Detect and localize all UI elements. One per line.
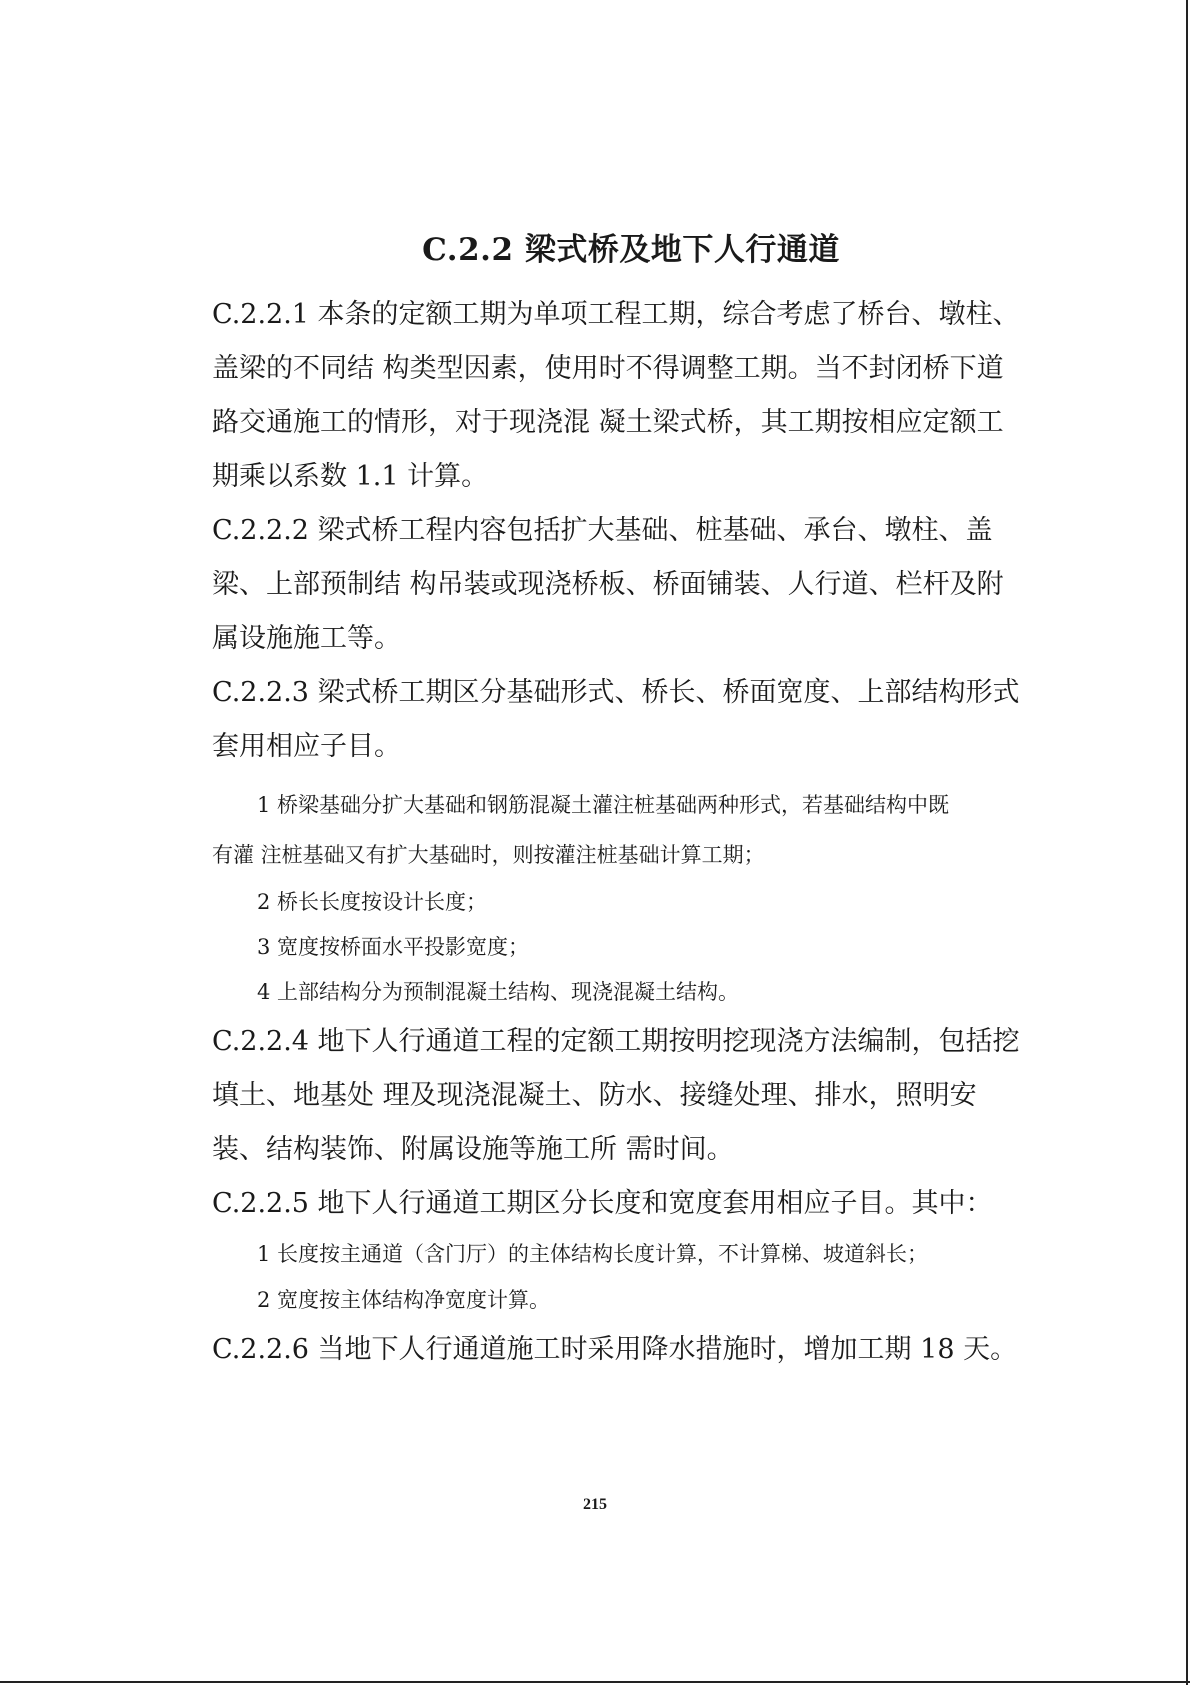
clause-c-2-2-5-items bbox=[212, 1231, 1050, 1323]
section-title: C.2.2 梁式桥及地下人行通道 bbox=[422, 232, 840, 268]
clause-line: 盖梁的不同结 构类型因素，使用时不得调整工期。当不封闭桥下道 bbox=[212, 353, 1004, 384]
clause-line: C.2.2.5 地下人行通道工期区分长度和宽度套用相应子目。其中： bbox=[212, 1188, 993, 1219]
clause-line: C.2.2.2 梁式桥工程内容包括扩大基础、桩基础、承台、墩柱、盖 bbox=[212, 515, 993, 546]
clause-c-2-2-2 bbox=[212, 504, 1050, 666]
list-item: 2 桥长长度按设计长度； bbox=[257, 890, 488, 914]
list-item: 1 长度按主通道（含门厅）的主体结构长度计算，不计算梯、坡道斜长； bbox=[257, 1242, 929, 1266]
page-border-bottom bbox=[0, 1681, 1190, 1683]
clause-line: 套用相应子目。 bbox=[212, 731, 401, 762]
clause-line: C.2.2.6 当地下人行通道施工时采用降水措施时，增加工期 18 天。 bbox=[212, 1334, 1018, 1365]
clause-line: 梁、上部预制结 构吊装或现浇桥板、桥面铺装、人行道、栏杆及附 bbox=[212, 569, 1004, 600]
clause-c-2-2-3-items bbox=[212, 780, 1050, 1015]
clause-line: C.2.2.3 梁式桥工期区分基础形式、桥长、桥面宽度、上部结构形式 bbox=[212, 677, 1020, 708]
clause-c-2-2-3 bbox=[212, 666, 1050, 774]
clause-c-2-2-5 bbox=[212, 1177, 1050, 1231]
clause-line: 路交通施工的情形，对于现浇混 凝土梁式桥，其工期按相应定额工 bbox=[212, 407, 1004, 438]
clause-line: C.2.2.4 地下人行通道工程的定额工期按明挖现浇方法编制，包括挖 bbox=[212, 1026, 1020, 1057]
clause-line: 装、结构装饰、附属设施等施工所 需时间。 bbox=[212, 1134, 734, 1165]
page-border-right bbox=[1186, 0, 1188, 1685]
clause-c-2-2-1 bbox=[212, 288, 1050, 504]
page-number: 215 bbox=[583, 1496, 607, 1513]
clause-line: C.2.2.1 本条的定额工期为单项工程工期，综合考虑了桥台、墩柱、 bbox=[212, 299, 1020, 330]
clause-c-2-2-6 bbox=[212, 1323, 1050, 1377]
list-item: 1 桥梁基础分扩大基础和钢筋混凝土灌注桩基础两种形式，若基础结构中既 bbox=[257, 793, 950, 817]
list-item: 3 宽度按桥面水平投影宽度； bbox=[257, 935, 530, 959]
list-item: 2 宽度按主体结构净宽度计算。 bbox=[257, 1288, 551, 1312]
list-item-continuation: 有灌 注桩基础又有扩大基础时，则按灌注桩基础计算工期； bbox=[212, 843, 765, 867]
document-body bbox=[212, 222, 1050, 1377]
clause-line: 填土、地基处 理及现浇混凝土、防水、接缝处理、排水，照明安 bbox=[212, 1080, 977, 1111]
list-item: 4 上部结构分为预制混凝土结构、现浇混凝土结构。 bbox=[257, 980, 740, 1004]
clause-line: 期乘以系数 1.1 计算。 bbox=[212, 461, 489, 492]
clause-c-2-2-4 bbox=[212, 1015, 1050, 1177]
clause-line: 属设施施工等。 bbox=[212, 623, 401, 654]
